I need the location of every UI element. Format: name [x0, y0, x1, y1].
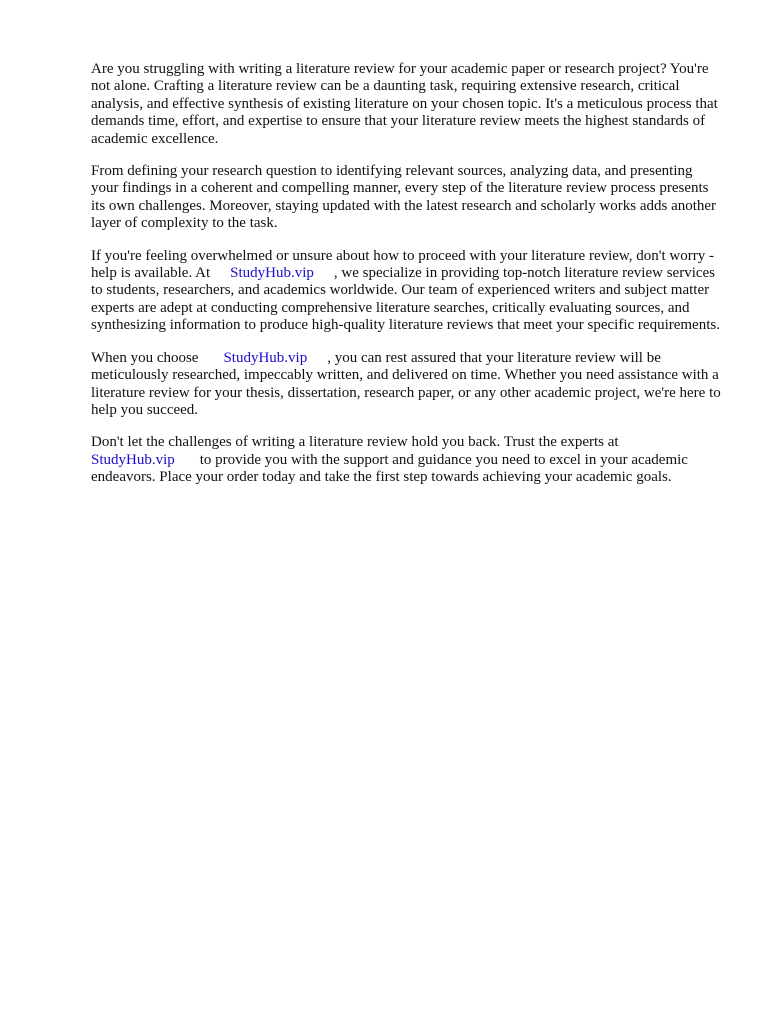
studyhub-link[interactable]: StudyHub.vip	[230, 265, 314, 282]
paragraph-choose	[91, 350, 721, 420]
paragraph-text-before-link: Don't let the challenges of writing a literature review hold you back. Trust the experts at	[91, 434, 619, 451]
paragraph-text-after-link: , you can rest assured that your literature review will be meticulously researched, impeccably written, and delivered on time. Whether you need assistance with a literature review for your thesis, dissertation, research paper, or any other academic project, we're here to help you succeed.	[91, 349, 721, 418]
document-body	[91, 61, 721, 502]
paragraph-help	[91, 248, 721, 335]
paragraph-text: Are you struggling with writing a literature review for your academic paper or research project? You're not alone. Crafting a literature review can be a daunting task, requiring extensive research, critical analysis, and effective synthesis of existing literature on your chosen topic. It's a meticulous process that demands time, effort, and expertise to ensure that your literature review meets the highest standards of academic excellence.	[91, 61, 718, 147]
paragraph-text-before-link: If you're feeling overwhelmed or unsure about how to proceed with your literature review, don't worry - help is available. At	[91, 247, 714, 282]
paragraph-challenges	[91, 163, 721, 233]
studyhub-link[interactable]: StudyHub.vip	[91, 451, 175, 468]
paragraph-text: From defining your research question to identifying relevant sources, analyzing data, and presenting your findings in a coherent and compelling manner, every step of the literature review process presents its own challenges. Moreover, staying updated with the latest research and scholarly works adds another layer of complexity to the task.	[91, 163, 717, 232]
paragraph-text-after-link: to provide you with the support and guidance you need to excel in your academic endeavors. Place your order today and take the first step towards achieving your academic goals.	[91, 451, 688, 486]
paragraph-text-before-link: When you choose	[91, 349, 199, 366]
paragraph-intro	[91, 61, 721, 148]
paragraph-closing	[91, 434, 721, 486]
paragraph-text-after-link: , we specialize in providing top-notch literature review services to students, researchers, and academics worldwide. Our team of experienced writers and subject matter experts are adept at conducting comprehensive literature searches, critically evaluating sources, and synthesizing information to produce high-quality literature reviews that meet your specific requirements.	[91, 265, 720, 334]
studyhub-link[interactable]: StudyHub.vip	[223, 349, 308, 366]
